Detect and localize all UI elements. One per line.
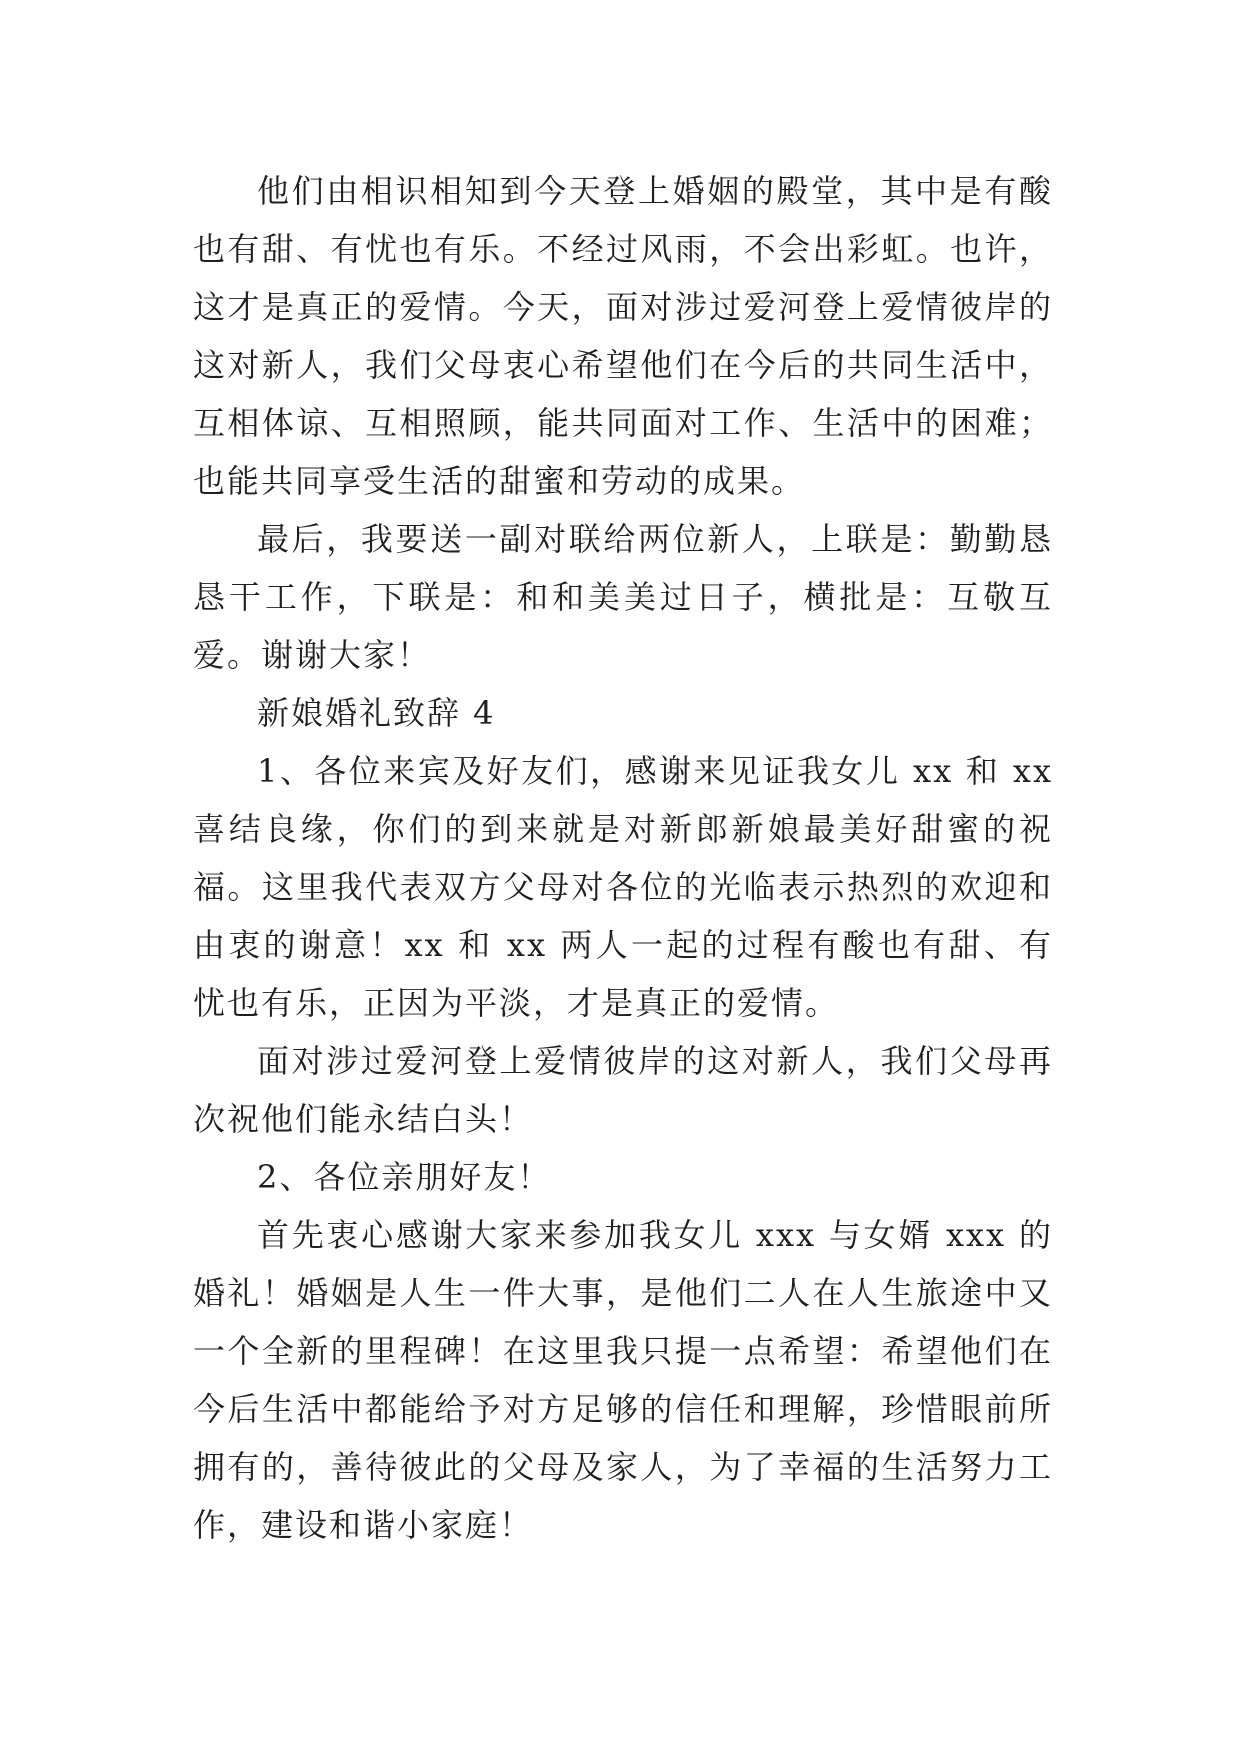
paragraph: 首先衷心感谢大家来参加我女儿 xxx 与女婿 xxx 的婚礼！婚姻是人生一件大事，是他们二人在人生旅途中又一个全新的里程碑！在这里我只提一点希望：希望他们在今后生活中都能给予对方足够的信任和理解，珍惜眼前所拥有的，善待彼此的父母及家人，为了幸福的生活努力工作，建设和谐小家庭！ bbox=[193, 1216, 1053, 1544]
section-title: 新娘婚礼致辞 4 bbox=[257, 694, 496, 732]
paragraph: 2、各位亲朋好友！ bbox=[257, 1158, 552, 1196]
document-body bbox=[193, 162, 1053, 1554]
paragraph: 他们由相识相知到今天登上婚姻的殿堂，其中是有酸也有甜、有忧也有乐。不经过风雨，不会出彩虹。也许，这才是真正的爱情。今天，面对涉过爱河登上爱情彼岸的这对新人，我们父母衷心希望他们在今后的共同生活中，互相体谅、互相照顾，能共同面对工作、生活中的困难；也能共同享受生活的甜蜜和劳动的成果。 bbox=[193, 172, 1053, 500]
paragraph: 最后，我要送一副对联给两位新人，上联是：勤勤恳恳干工作，下联是：和和美美过日子，横批是：互敬互爱。谢谢大家！ bbox=[193, 520, 1053, 674]
paragraph: 1、各位来宾及好友们，感谢来见证我女儿 xx 和 xx 喜结良缘，你们的到来就是对新郎新娘最美好甜蜜的祝福。这里我代表双方父母对各位的光临表示热烈的欢迎和由衷的谢意！xx 和 xx 两人一起的过程有酸也有甜、有忧也有乐，正因为平淡，才是真正的爱情。 bbox=[193, 752, 1053, 1022]
paragraph: 面对涉过爱河登上爱情彼岸的这对新人，我们父母再次祝他们能永结白头！ bbox=[193, 1042, 1053, 1138]
